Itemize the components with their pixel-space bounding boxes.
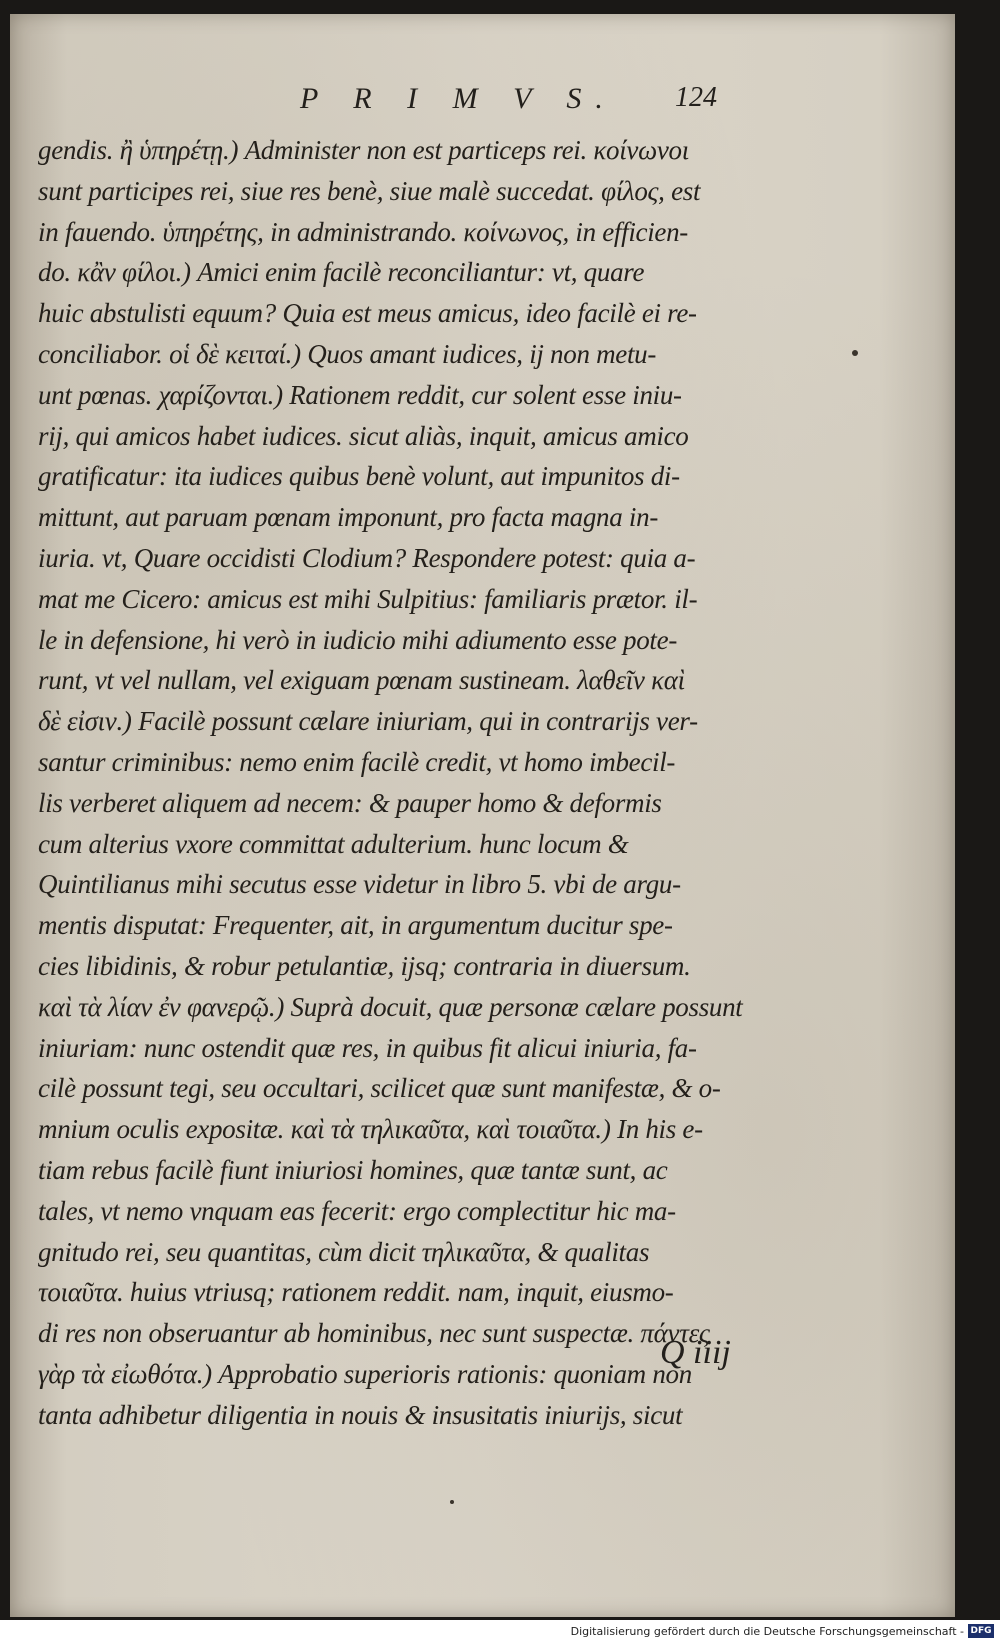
text-line: tanta adhibetur diligentia in nouis & insusitatis iniurijs, sicut [38, 1399, 683, 1430]
book-page [10, 14, 955, 1617]
text-line: unt pœnas. χαρίζονται.) Rationem reddit, cur solent esse iniu- [38, 379, 682, 410]
text-line: δὲ εἰσιν.) Facilè possunt cælare iniuriam, qui in contrarijs ver- [38, 706, 698, 737]
text-line: cilè possunt tegi, seu occultari, scilicet quæ sunt manifestæ, & o- [38, 1073, 721, 1104]
running-head-title: P R I M V S. [300, 82, 617, 115]
ink-speck [450, 1500, 454, 1504]
text-line: iniuriam: nunc ostendit quæ res, in quibus fit alicui iniuria, fa- [38, 1032, 697, 1063]
text-line: cum alterius vxore committat adulterium. hunc locum & [38, 828, 629, 859]
text-line: mnium oculis expositæ. καὶ τὰ τηλικαῦτα, καὶ τοιαῦτα.) In his e- [38, 1114, 703, 1145]
digitization-footer [0, 1620, 1000, 1645]
text-line: do. κἂν φίλοι.) Amici enim facilè reconciliantur: vt, quare [38, 257, 645, 288]
text-line: gendis. ἢ ὑπηρέτῃ.) Administer non est particeps rei. κοίνωνοι [38, 135, 689, 165]
signature-mark: Q iiij [660, 1334, 731, 1371]
text-line: conciliabor. οἱ δὲ κειταί.) Quos amant iudices, ij non metu- [38, 338, 657, 369]
text-line: lis verberet aliquem ad necem: & pauper homo & deformis [38, 787, 662, 818]
text-line: καὶ τὰ λίαν ἐν φανερῷ.) Suprà docuit, quæ personæ cælare possunt [38, 991, 743, 1022]
text-line: santur criminibus: nemo enim facilè credit, vt homo imbecil- [38, 746, 676, 777]
text-line: tiam rebus facilè fiunt iniuriosi homines, quæ tantæ sunt, ac [38, 1154, 668, 1185]
text-line: huic abstulisti equum? Quia est meus amicus, ideo facilè ei re- [38, 298, 697, 329]
text-line: tales, vt nemo vnquam eas fecerit: ergo complectitur hic ma- [38, 1195, 676, 1226]
text-line: gratificatur: ita iudices quibus benè volunt, aut impunitos di- [38, 461, 680, 492]
text-line: mentis disputat: Frequenter, ait, in argumentum ducitur spe- [38, 910, 673, 941]
text-line: Quintilianus mihi secutus esse videtur in libro 5. vbi de argu- [38, 869, 681, 900]
text-line: rij, qui amicos habet iudices. sicut aliàs, inquit, amicus amico [38, 420, 689, 451]
text-line: mittunt, aut paruam pœnam imponunt, pro facta magna in- [38, 502, 659, 533]
text-line: iuria. vt, Quare occidisti Clodium? Respondere potest: quia a- [38, 542, 696, 573]
text-line: in fauendo. ὑπηρέτης, in administrando. κοίνωνος, in efficien- [38, 216, 688, 247]
dfg-logo: DFG [968, 1624, 994, 1638]
text-line: τοιαῦτα. huius vtriusq; rationem reddit. nam, inquit, eiusmo- [38, 1277, 674, 1308]
text-line: gnitudo rei, seu quantitas, cùm dicit τηλικαῦτα, & qualitas [38, 1236, 650, 1267]
text-line: mat me Cicero: amicus est mihi Sulpitius: familiaris prætor. il- [38, 583, 698, 614]
text-line: γὰρ τὰ εἰωθότα.) Approbatio superioris rationis: quoniam non [38, 1358, 692, 1389]
ink-speck [852, 350, 858, 356]
text-line: di res non obseruantur ab hominibus, nec sunt suspectæ. πάντες [38, 1318, 710, 1349]
running-head [70, 82, 770, 122]
text-line: cies libidinis, & robur petulantiæ, ijsq; contraria in diuersum. [38, 950, 691, 981]
funding-credit: Digitalisierung gefördert durch die Deutsche Forschungsgemeinschaft - [570, 1625, 964, 1638]
text-line: runt, vt vel nullam, vel exiguam pœnam sustineam. λαθεῖν καὶ [38, 665, 685, 696]
text-line: sunt participes rei, siue res benè, siue malè succedat. φίλος, est [38, 175, 701, 206]
text-line: le in defensione, hi verò in iudicio mihi adiumento esse pote- [38, 624, 678, 655]
page-number: 124 [675, 82, 717, 113]
